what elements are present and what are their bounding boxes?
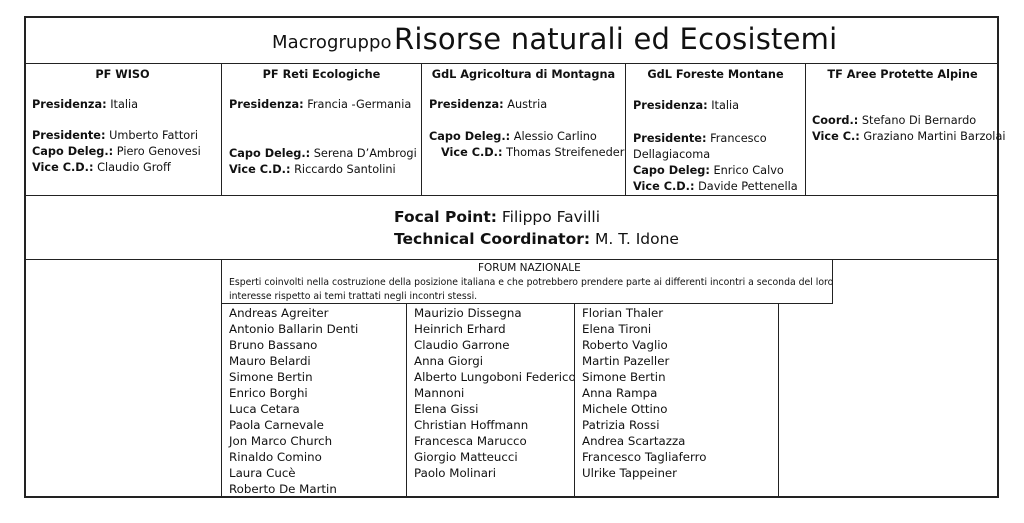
group-tf-aree-protette xyxy=(805,64,1006,196)
expert-name: Giorgio Matteucci xyxy=(414,450,518,464)
expert-name: Roberto De Martin xyxy=(229,482,337,496)
focal-section xyxy=(24,196,999,260)
expert-name: Maurizio Dissegna xyxy=(414,306,522,320)
experts-table xyxy=(221,304,779,498)
expert-name: Paolo Molinari xyxy=(414,466,497,480)
focal-point: Focal Point: Filippo Favilli xyxy=(394,208,601,226)
group-line: Presidente: Francesco xyxy=(633,132,767,145)
group-line: Capo Deleg.: Serena D’Ambrogi xyxy=(229,147,417,160)
expert-name: Bruno Bassano xyxy=(229,338,318,352)
expert-name: Luca Cetara xyxy=(229,402,300,416)
expert-name: Simone Bertin xyxy=(582,370,666,384)
experts-column xyxy=(574,304,779,498)
expert-name: Heinrich Erhard xyxy=(414,322,506,336)
expert-name: Francesca Marucco xyxy=(414,434,527,448)
page-title: Risorse naturali ed Ecosistemi xyxy=(394,22,838,56)
group-line: Vice C.D.: Davide Pettenella xyxy=(633,180,798,193)
group-line: Vice C.D.: Thomas Streifeneder xyxy=(441,146,625,159)
group-line: Capo Deleg: Enrico Calvo xyxy=(633,164,784,177)
expert-name: Rinaldo Comino xyxy=(229,450,322,464)
expert-name: Jon Marco Church xyxy=(229,434,333,448)
group-line: Vice C.D.: Claudio Groff xyxy=(32,161,171,174)
table-bottom-border xyxy=(406,497,778,498)
group-line: Vice C.: Graziano Martini Barzolai xyxy=(812,130,1006,143)
group-line: Dellagiacoma xyxy=(633,148,711,161)
expert-name: Simone Bertin xyxy=(229,370,313,384)
expert-name: Antonio Ballarin Denti xyxy=(229,322,359,336)
title-prefix: Macrogruppo xyxy=(272,32,392,53)
expert-name: Michele Ottino xyxy=(582,402,668,416)
forum-header: FORUM NAZIONALE xyxy=(478,262,581,274)
experts-column xyxy=(222,304,406,498)
expert-name: Martin Pazeller xyxy=(582,354,670,368)
expert-name: Elena Gissi xyxy=(414,402,479,416)
expert-name: Andreas Agreiter xyxy=(229,306,329,320)
group-header: GdL Agricoltura di Montagna xyxy=(431,68,616,81)
group-line: Presidente: Umberto Fattori xyxy=(32,129,198,142)
group-gdl-agricoltura xyxy=(421,64,625,196)
forum-box xyxy=(221,260,833,304)
technical-coordinator: Technical Coordinator: M. T. Idone xyxy=(394,230,679,248)
forum-description: Esperti coinvolti nella costruzione della posizione italiana e che potrebbero prendere parte ai differenti incontri a seconda del loro xyxy=(229,277,834,288)
expert-name: Christian Hoffmann xyxy=(414,418,529,432)
expert-name: Laura Cucè xyxy=(229,466,296,480)
group-header: PF WISO xyxy=(95,68,150,81)
expert-name: Elena Tironi xyxy=(582,322,652,336)
group-line: Vice C.D.: Riccardo Santolini xyxy=(229,163,396,176)
forum-description: interesse rispetto ai temi trattati negli incontri stessi. xyxy=(229,291,478,302)
expert-name: Florian Thaler xyxy=(582,306,664,320)
group-line: Presidenza: Austria xyxy=(429,98,548,111)
group-pf-wiso xyxy=(24,64,221,196)
group-header: GdL Foreste Montane xyxy=(647,68,784,81)
group-line: Coord.: Stefano Di Bernardo xyxy=(812,114,977,127)
expert-name: Roberto Vaglio xyxy=(582,338,668,352)
group-line: Capo Deleg.: Alessio Carlino xyxy=(429,130,597,143)
expert-name: Mannoni xyxy=(414,386,465,400)
expert-name: Claudio Garrone xyxy=(414,338,510,352)
group-line: Capo Deleg.: Piero Genovesi xyxy=(32,145,201,158)
expert-name: Ulrike Tappeiner xyxy=(582,466,678,480)
group-pf-reti-ecologiche xyxy=(221,64,421,196)
experts-column xyxy=(406,304,574,498)
group-header: PF Reti Ecologiche xyxy=(262,68,381,81)
expert-name: Anna Rampa xyxy=(582,386,658,400)
group-header: TF Aree Protette Alpine xyxy=(827,68,978,81)
group-line: Presidenza: Italia xyxy=(32,98,139,111)
expert-name: Andrea Scartazza xyxy=(582,434,686,448)
expert-name: Paola Carnevale xyxy=(229,418,324,432)
group-line: Presidenza: Italia xyxy=(633,99,740,112)
expert-name: Francesco Tagliaferro xyxy=(582,450,707,464)
groups-row xyxy=(24,64,1006,196)
expert-name: Patrizia Rossi xyxy=(582,418,660,432)
expert-name: Alberto Lungoboni Federico xyxy=(414,370,576,384)
title-row xyxy=(24,16,999,64)
expert-name: Mauro Belardi xyxy=(229,354,311,368)
group-line: Presidenza: Francia -Germania xyxy=(229,98,412,111)
expert-name: Anna Giorgi xyxy=(414,354,484,368)
group-gdl-foreste xyxy=(625,64,805,196)
expert-name: Enrico Borghi xyxy=(229,386,308,400)
